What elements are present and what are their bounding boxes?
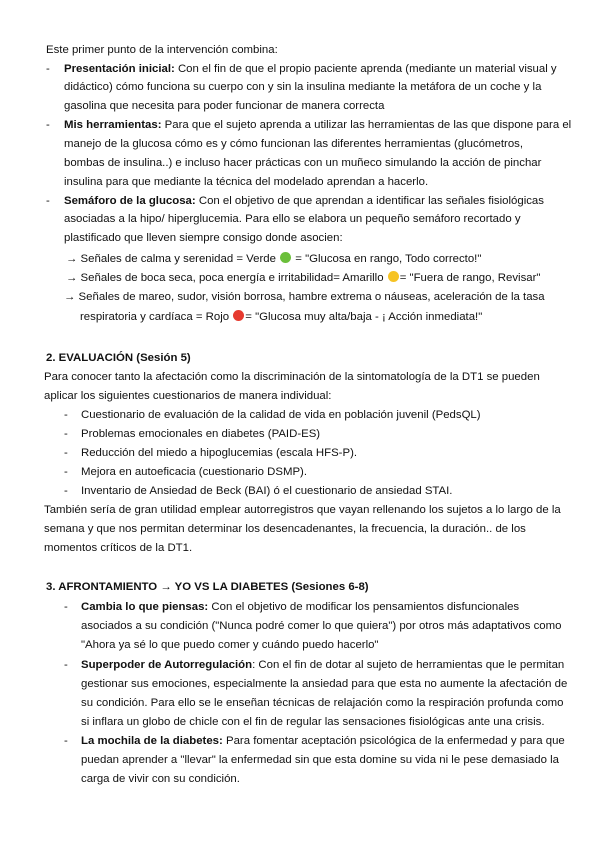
item-text: Con el objetivo de que aprendan a identificar las señales fisiológicas <box>198 195 544 207</box>
item-text: gasolina que necesita para poder funcionar de manera correcta <box>64 100 385 112</box>
yellow-circle-icon <box>388 271 399 282</box>
bullet-dash: - <box>64 428 68 440</box>
item-title: Mis herramientas: <box>64 119 162 131</box>
item-text: insulina para que mediante la técnica del modelado aprendan a hacerlo. <box>64 176 429 188</box>
bullet-dash: - <box>46 195 50 207</box>
signal-text: respiratoria y cardíaca = Rojo <box>80 311 230 323</box>
paragraph-line: Para conocer tanto la afectación como la discriminación de la sintomatología de la DT1 se pueden <box>44 371 540 383</box>
red-circle-icon <box>233 310 244 321</box>
heading-text: 3. AFRONTAMIENTO → YO VS LA DIABETES (Sesiones 6-8) <box>46 581 369 593</box>
heading-text: 2. EVALUACIÓN (Sesión 5) <box>46 352 191 364</box>
list-item <box>81 600 519 614</box>
signal-text: = "Glucosa en rango, Todo correcto!" <box>295 253 482 265</box>
bullet-dash: - <box>64 466 68 478</box>
list-item: Mejora en autoeficacia (cuestionario DSMP). <box>81 466 308 478</box>
list-item <box>64 62 557 76</box>
bullet-dash: - <box>64 409 68 421</box>
item-text: Con el objetivo de modificar los pensamientos disfuncionales <box>211 601 520 613</box>
item-text: asociados a su condición ("Nunca podré comer lo que quiera") por otros más adaptativos como <box>81 620 562 632</box>
item-text: carga de vivir con su condición. <box>81 773 240 785</box>
bullet-dash: - <box>64 735 68 747</box>
item-text: asociadas a la hipo/ hiperglucemia. Para ello se elabora un pequeño semáforo recortado y <box>64 213 521 225</box>
paragraph-line: semana y que nos permitan determinar los desencadenantes, la frecuencia, la duración.. de los <box>44 523 526 535</box>
item-text: bombas de insulina..) e incluso hacer prácticas con un muñeco simulando la acción de pinchar <box>64 157 542 169</box>
signal-yellow <box>66 271 540 285</box>
signal-green <box>66 252 481 266</box>
list-item <box>64 118 571 132</box>
item-text: puedan aprender a "llevar" la enfermedad sin que esta domine su vida ni le pese demasiado la <box>81 754 559 766</box>
item-title: Presentación inicial: <box>64 63 175 75</box>
item-title: Cambia lo que piensas: <box>81 601 209 613</box>
intro-text: Este primer punto de la intervención combina: <box>46 44 278 56</box>
section-heading <box>46 351 191 365</box>
section-heading <box>46 580 369 594</box>
bullet-dash: - <box>46 119 50 131</box>
green-circle-icon <box>280 252 291 263</box>
list-item <box>64 194 544 208</box>
item-text: "Ahora ya sé lo que puedo comer y cuándo puedo hacerlo" <box>81 639 379 651</box>
bullet-dash: - <box>64 485 68 497</box>
list-item: Inventario de Ansiedad de Beck (BAI) ó el cuestionario de ansiedad STAI. <box>81 485 453 497</box>
signal-text: = "Fuera de rango, Revisar" <box>399 272 541 284</box>
item-title: La mochila de la diabetes: <box>81 735 223 747</box>
signal-text: → Señales de calma y serenidad = Verde <box>66 253 276 265</box>
list-item: Reducción del miedo a hipoglucemias (escala HFS-P). <box>81 447 358 459</box>
item-text: Con el fin de que el propio paciente aprenda (mediante un material visual y <box>177 63 557 75</box>
paragraph-line: momentos críticos de la DT1. <box>44 542 193 554</box>
item-title: Semáforo de la glucosa: <box>64 195 196 207</box>
paragraph-line: aplicar los siguientes cuestionarios de manera individual: <box>44 390 332 402</box>
signal-red: → Señales de mareo, sudor, visión borrosa, hambre extrema o náuseas, aceleración de la tasa <box>64 291 545 303</box>
bullet-dash: - <box>64 659 68 671</box>
list-item: Problemas emocionales en diabetes (PAID-ES) <box>81 428 321 440</box>
item-text: didáctico) cómo funciona su cuerpo con y sin la insulina mediante la metáfora de un coche y la <box>64 81 542 93</box>
paragraph-line: También sería de gran utilidad emplear autorregistros que vayan rellenando los sujetos a lo largo de la <box>44 504 561 516</box>
list-item <box>81 734 565 748</box>
signal-red-cont <box>80 310 482 324</box>
signal-text: → Señales de boca seca, poca energía e irritabilidad= Amarillo <box>66 272 384 284</box>
bullet-dash: - <box>64 601 68 613</box>
list-item: Cuestionario de evaluación de la calidad de vida en población juvenil (PedsQL) <box>81 409 481 421</box>
item-text: Para fomentar aceptación psicológica de la enfermedad y para que <box>225 735 565 747</box>
list-item <box>81 658 564 672</box>
item-text: plastificado que lleven siempre consigo donde asocien: <box>64 232 343 244</box>
item-text: manejo de la glucosa cómo es y cómo funcionan las diferentes herramientas (glucómetros, <box>64 138 524 150</box>
item-text: su condición. Para ello se le enseñan técnicas de relajación como la respiración profunda como <box>81 697 564 709</box>
item-text: Para que el sujeto aprenda a utilizar las herramientas de las que dispone para el <box>164 119 572 131</box>
bullet-dash: - <box>46 63 50 75</box>
item-title: Superpoder de Autorregulación <box>81 659 253 671</box>
bullet-dash: - <box>64 447 68 459</box>
item-text: : Con el fin de dotar al sujeto de herramientas que le permitan <box>252 659 565 671</box>
signal-text: = "Glucosa muy alta/baja - ¡ Acción inmediata!" <box>245 311 483 323</box>
item-text: si inflara un globo de chicle con el fin de regular las sensaciones fisiológicas ante una crisis. <box>81 716 545 728</box>
item-text: gestionar sus emociones, especialmente la ansiedad para que esta no aumente la afectación de <box>81 678 568 690</box>
